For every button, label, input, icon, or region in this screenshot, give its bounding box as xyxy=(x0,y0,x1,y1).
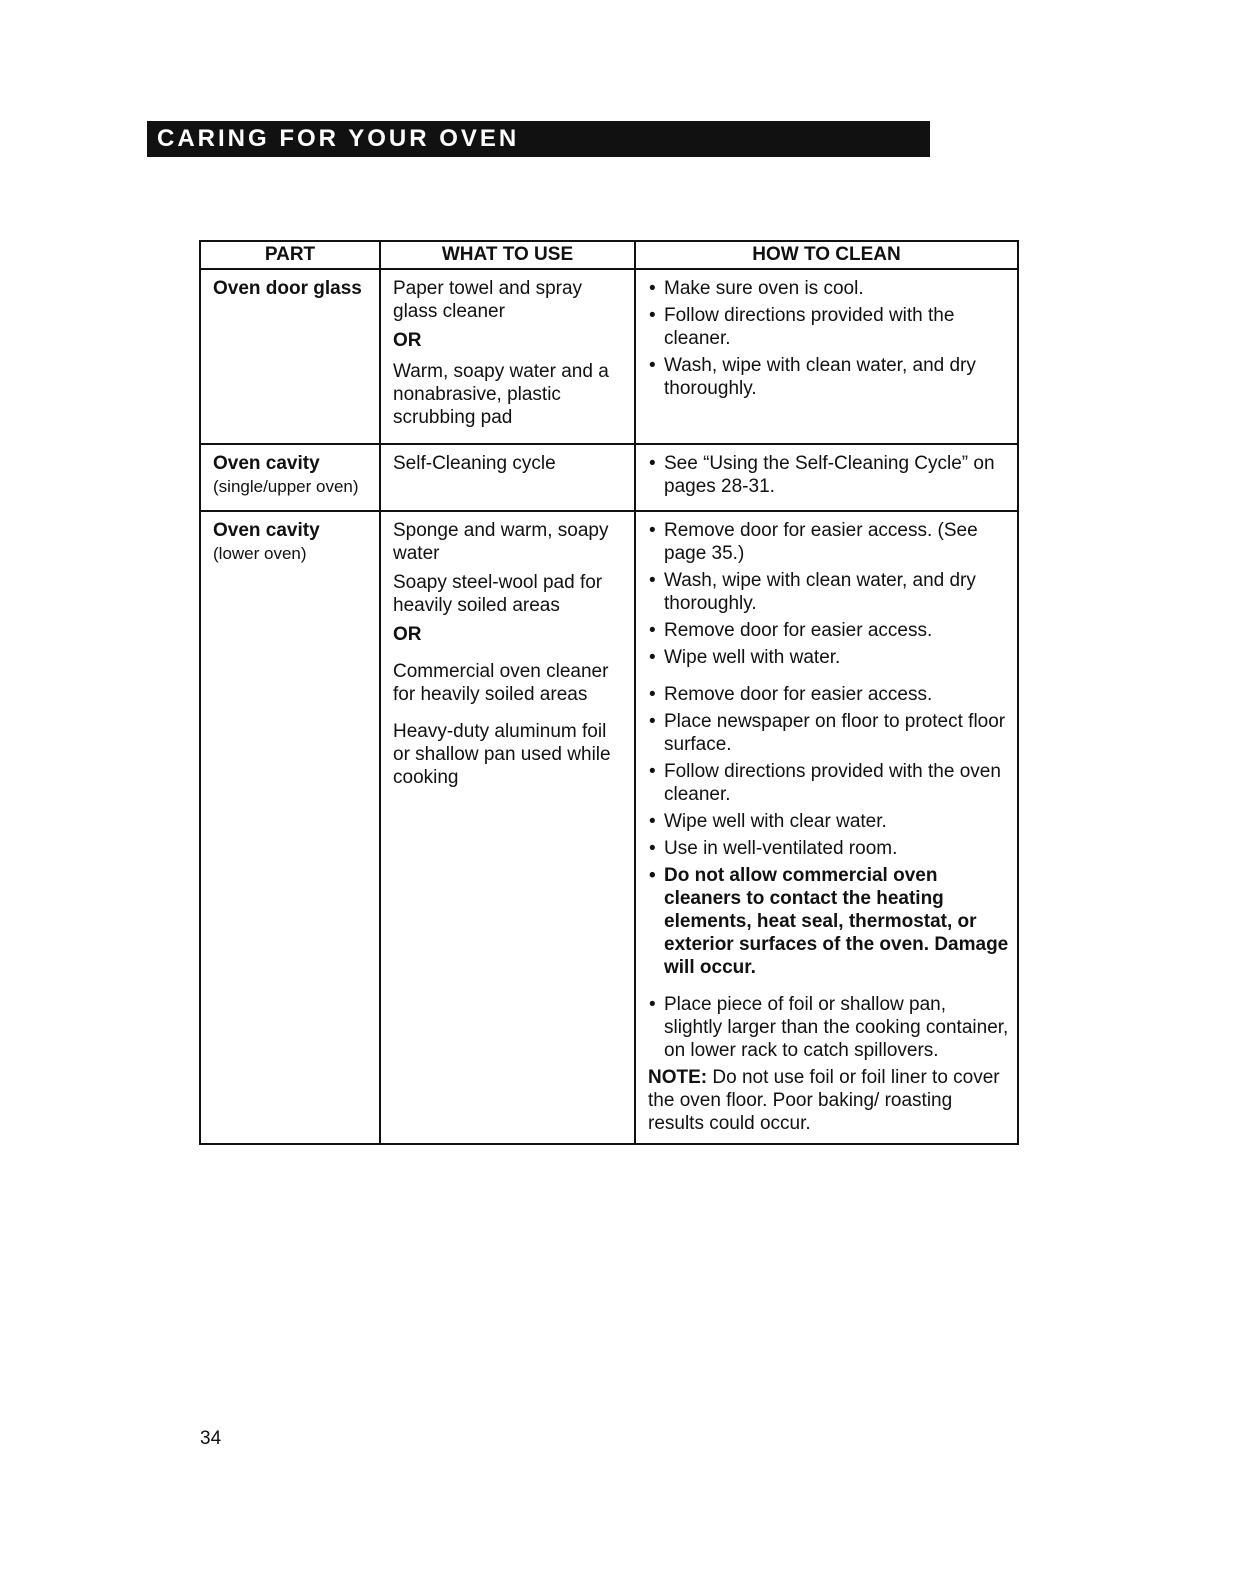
part-cell xyxy=(200,269,380,444)
table-row xyxy=(200,511,1018,1144)
cleaning-material: Soapy steel-wool pad for heavily soiled areas xyxy=(393,572,603,616)
table-row xyxy=(200,269,1018,444)
or-label: OR xyxy=(393,624,422,645)
note-text: Do not use foil or foil liner to cover the oven floor. Poor baking/ roasting results could occur. xyxy=(648,1067,1000,1134)
list-item: • Wipe well with water. xyxy=(648,646,1009,669)
steps-list xyxy=(648,993,1009,1062)
use-group xyxy=(393,720,626,789)
table-row xyxy=(200,444,1018,511)
list-item: • Make sure oven is cool. xyxy=(648,277,1009,300)
section-banner xyxy=(147,121,930,157)
list-item: • Wash, wipe with clean water, and dry thoroughly. xyxy=(648,569,1009,615)
list-item: • Place newspaper on floor to protect floor surface. xyxy=(648,710,1009,756)
cleaning-material: Sponge and warm, soapy water xyxy=(393,520,609,564)
cleaning-material: Warm, soapy water and a nonabrasive, plastic scrubbing pad xyxy=(393,361,609,428)
list-item: • See “Using the Self-Cleaning Cycle” on pages 28-31. xyxy=(648,452,1009,498)
page-number: 34 xyxy=(200,1428,222,1449)
steps-list xyxy=(648,519,1009,669)
part-name: Oven cavity xyxy=(213,453,320,474)
section-title: CARING FOR YOUR OVEN xyxy=(157,125,520,152)
list-item: • Remove door for easier access. xyxy=(648,683,1009,706)
steps-group xyxy=(648,452,1009,498)
note-label: NOTE: xyxy=(648,1067,708,1088)
list-item: • Place piece of foil or shallow pan, slightly larger than the cooking container, on lower rack to catch spillovers. xyxy=(648,993,1009,1062)
list-item: • Wipe well with clear water. xyxy=(648,810,1009,833)
cleaning-material: Self-Cleaning cycle xyxy=(393,453,556,474)
use-group xyxy=(393,452,626,475)
part-name: Oven door glass xyxy=(213,278,362,299)
use-group xyxy=(393,660,626,706)
part-subtitle: (single/upper oven) xyxy=(213,477,359,496)
header-part: PART xyxy=(200,241,380,269)
steps-group xyxy=(648,519,1009,669)
part-name: Oven cavity xyxy=(213,520,320,541)
table-body xyxy=(200,269,1018,1144)
how-to-clean-cell xyxy=(635,269,1018,444)
what-to-use-cell xyxy=(380,511,635,1144)
header-what-to-use: WHAT TO USE xyxy=(380,241,635,269)
cleaning-material: Commercial oven cleaner for heavily soiled areas xyxy=(393,661,609,705)
list-item: • Wash, wipe with clean water, and dry thoroughly. xyxy=(648,354,1009,400)
steps-group xyxy=(648,993,1009,1135)
note xyxy=(648,1066,1009,1135)
steps-list xyxy=(648,683,1009,979)
what-to-use-cell xyxy=(380,269,635,444)
steps-group xyxy=(648,277,1009,400)
cleaning-material: Heavy-duty aluminum foil or shallow pan used while cooking xyxy=(393,721,611,788)
list-item: • Use in well-ventilated room. xyxy=(648,837,1009,860)
part-subtitle: (lower oven) xyxy=(213,544,307,563)
use-group xyxy=(393,277,626,429)
how-to-clean-cell xyxy=(635,511,1018,1144)
use-group xyxy=(393,519,626,646)
part-cell xyxy=(200,444,380,511)
what-to-use-cell xyxy=(380,444,635,511)
part-cell xyxy=(200,511,380,1144)
or-label: OR xyxy=(393,330,422,351)
steps-group xyxy=(648,683,1009,979)
table-header-row xyxy=(200,241,1018,269)
header-how-to-clean: HOW TO CLEAN xyxy=(635,241,1018,269)
steps-list xyxy=(648,277,1009,400)
list-item: • Follow directions provided with the oven cleaner. xyxy=(648,760,1009,806)
cleaning-table xyxy=(199,240,1019,1145)
list-item: • Follow directions provided with the cleaner. xyxy=(648,304,1009,350)
list-item: • Remove door for easier access. (See page 35.) xyxy=(648,519,1009,565)
how-to-clean-cell xyxy=(635,444,1018,511)
list-item: • Remove door for easier access. xyxy=(648,619,1009,642)
steps-list xyxy=(648,452,1009,498)
cleaning-material: Paper towel and spray glass cleaner xyxy=(393,278,583,322)
list-item: • Do not allow commercial oven cleaners to contact the heating elements, heat seal, thermostat, or exterior surfaces of the oven. Damage will occur. xyxy=(648,864,1009,979)
